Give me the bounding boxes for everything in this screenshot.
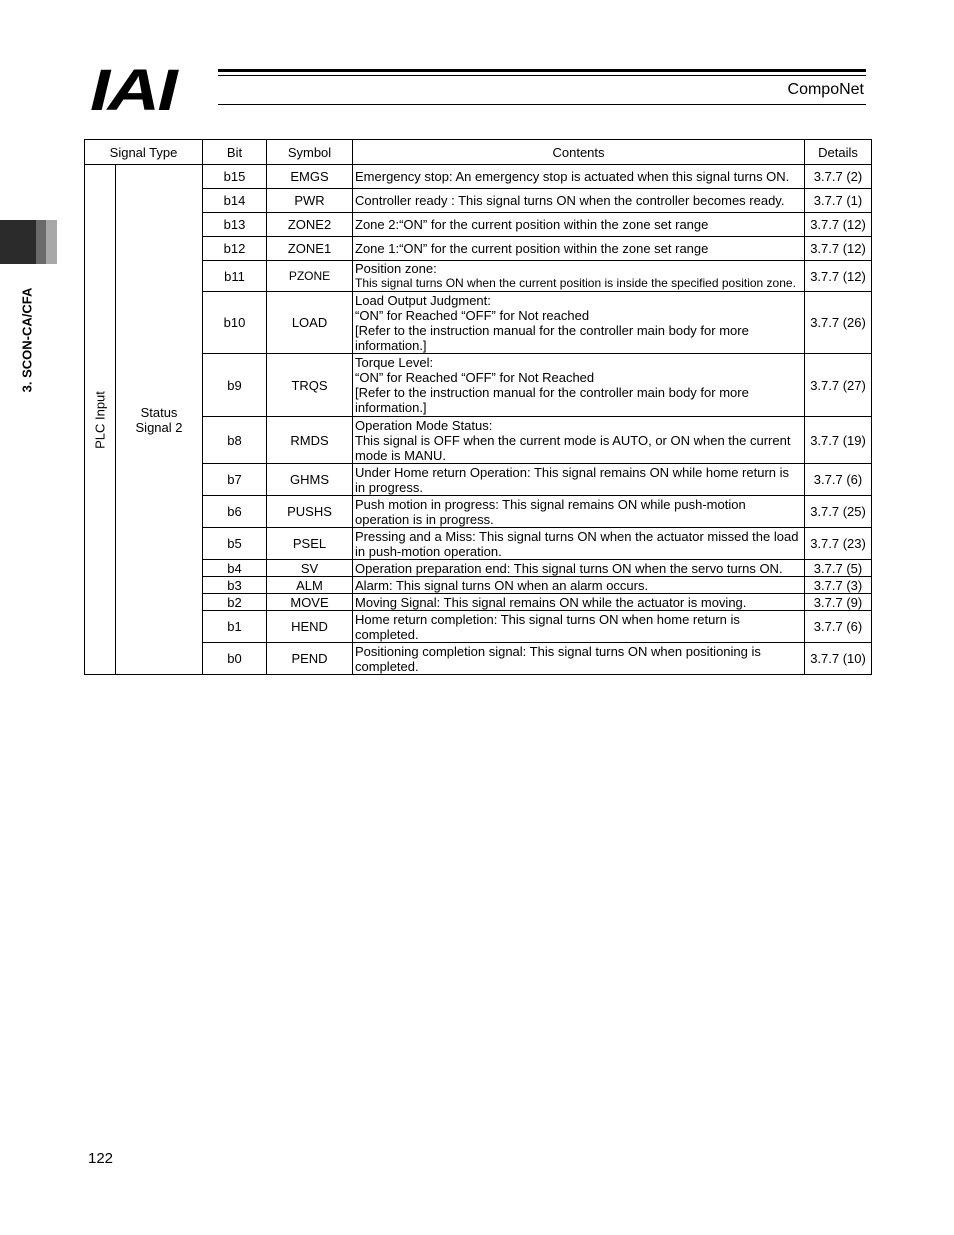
symbol-cell: HEND — [267, 611, 353, 643]
contents-line: Pressing and a Miss: This signal turns ON when the actuator missed the load in push-motion operation. — [355, 528, 799, 559]
symbol-cell: LOAD — [267, 292, 353, 354]
contents-cell — [353, 464, 805, 496]
contents-line: “ON” for Reached “OFF” for Not reached — [355, 307, 590, 323]
table-row — [85, 643, 872, 675]
details-cell: 3.7.7 (25) — [805, 496, 872, 528]
section-title: CompoNet — [787, 81, 864, 98]
bit-cell: b11 — [203, 261, 267, 292]
symbol-cell: PWR — [267, 189, 353, 213]
details-cell: 3.7.7 (19) — [805, 417, 872, 464]
signal-type-cell — [116, 165, 203, 675]
header-details: Details — [805, 140, 872, 165]
symbol-cell: RMDS — [267, 417, 353, 464]
table-row — [85, 417, 872, 464]
details-cell: 3.7.7 (9) — [805, 594, 872, 611]
symbol-cell: PZONE — [267, 261, 353, 292]
contents-cell — [353, 577, 805, 594]
details-cell: 3.7.7 (2) — [805, 165, 872, 189]
bit-cell: b8 — [203, 417, 267, 464]
symbol-cell: SV — [267, 560, 353, 577]
table-row — [85, 354, 872, 417]
details-cell: 3.7.7 (1) — [805, 189, 872, 213]
contents-line: Zone 1:“ON” for the current position within the zone set range — [355, 241, 709, 256]
chapter-tab-marker — [46, 220, 57, 264]
contents-cell — [353, 560, 805, 577]
page-number: 122 — [88, 1150, 114, 1167]
bit-cell: b3 — [203, 577, 267, 594]
contents-line: Push motion in progress: This signal remains ON while push-motion operation is in progress. — [355, 496, 746, 527]
contents-cell — [353, 292, 805, 354]
contents-cell — [353, 261, 805, 292]
chapter-tab-marker — [36, 220, 46, 264]
symbol-cell: PUSHS — [267, 496, 353, 528]
header-signal-type: Signal Type — [85, 140, 203, 165]
details-cell: 3.7.7 (12) — [805, 213, 872, 237]
details-cell: 3.7.7 (12) — [805, 261, 872, 292]
iai-logo: IAI — [90, 58, 176, 123]
contents-line: Moving Signal: This signal remains ON while the actuator is moving. — [355, 594, 747, 610]
contents-line: Under Home return Operation: This signal remains ON while home return is in progress. — [355, 464, 790, 495]
symbol-cell: MOVE — [267, 594, 353, 611]
table-row — [85, 528, 872, 560]
group-label-cell — [85, 165, 116, 675]
table-header-row — [85, 140, 872, 165]
bit-cell: b9 — [203, 354, 267, 417]
contents-line: [Refer to the instruction manual for the controller main body for more information.] — [355, 322, 749, 353]
contents-line: Zone 2:“ON” for the current position within the zone set range — [355, 217, 709, 232]
contents-line: [Refer to the instruction manual for the controller main body for more information.] — [355, 385, 749, 415]
details-cell: 3.7.7 (27) — [805, 354, 872, 417]
contents-line: Controller ready : This signal turns ON when the controller becomes ready. — [355, 193, 785, 208]
table-row — [85, 560, 872, 577]
symbol-cell: TRQS — [267, 354, 353, 417]
bit-cell: b5 — [203, 528, 267, 560]
symbol-cell: PEND — [267, 643, 353, 675]
contents-line: Load Output Judgment: — [355, 292, 491, 308]
table-row — [85, 261, 872, 292]
table-row — [85, 292, 872, 354]
details-cell: 3.7.7 (23) — [805, 528, 872, 560]
header-symbol: Symbol — [267, 140, 353, 165]
bit-cell: b10 — [203, 292, 267, 354]
group-label: PLC Input — [92, 390, 108, 449]
symbol-cell: ZONE1 — [267, 237, 353, 261]
contents-cell — [353, 213, 805, 237]
table-row — [85, 577, 872, 594]
details-cell: 3.7.7 (3) — [805, 577, 872, 594]
bit-cell: b12 — [203, 237, 267, 261]
bit-cell: b2 — [203, 594, 267, 611]
header-rule — [218, 69, 866, 72]
status-signal-table — [84, 139, 872, 675]
header-rule — [218, 104, 866, 105]
symbol-cell: PSEL — [267, 528, 353, 560]
contents-line: “ON” for Reached “OFF” for Not Reached — [355, 370, 595, 385]
details-cell: 3.7.7 (5) — [805, 560, 872, 577]
table-row — [85, 611, 872, 643]
table-row — [85, 165, 872, 189]
contents-line: Alarm: This signal turns ON when an alarm occurs. — [355, 577, 649, 593]
signal-type-line: Status — [140, 404, 178, 420]
contents-cell — [353, 496, 805, 528]
contents-cell — [353, 417, 805, 464]
contents-line: Positioning completion signal: This signal turns ON when positioning is completed. — [355, 643, 761, 674]
contents-line: Operation Mode Status: — [355, 417, 493, 433]
contents-cell — [353, 165, 805, 189]
header-bit: Bit — [203, 140, 267, 165]
contents-cell — [353, 354, 805, 417]
table-row — [85, 213, 872, 237]
bit-cell: b15 — [203, 165, 267, 189]
contents-cell — [353, 594, 805, 611]
contents-line: Home return completion: This signal turns ON when home return is completed. — [355, 611, 740, 642]
symbol-cell: ZONE2 — [267, 213, 353, 237]
bit-cell: b13 — [203, 213, 267, 237]
contents-cell — [353, 528, 805, 560]
bit-cell: b7 — [203, 464, 267, 496]
details-cell: 3.7.7 (10) — [805, 643, 872, 675]
header-contents: Contents — [353, 140, 805, 165]
bit-cell: b1 — [203, 611, 267, 643]
details-cell: 3.7.7 (6) — [805, 464, 872, 496]
contents-line: This signal is OFF when the current mode is AUTO, or ON when the current mode is MANU. — [355, 432, 791, 463]
contents-cell — [353, 611, 805, 643]
bit-cell: b6 — [203, 496, 267, 528]
bit-cell: b0 — [203, 643, 267, 675]
contents-line: Emergency stop: An emergency stop is actuated when this signal turns ON. — [355, 169, 790, 184]
contents-cell — [353, 189, 805, 213]
chapter-tab-label: 3. SCON-CA/CFA — [19, 287, 35, 393]
details-cell: 3.7.7 (6) — [805, 611, 872, 643]
bit-cell: b14 — [203, 189, 267, 213]
symbol-cell: GHMS — [267, 464, 353, 496]
table-row — [85, 237, 872, 261]
table-row — [85, 189, 872, 213]
contents-line: Torque Level: — [355, 355, 434, 370]
header-rule — [218, 75, 866, 76]
chapter-tab-marker — [0, 220, 36, 264]
contents-line: This signal turns ON when the current position is inside the specified position zone. — [355, 276, 796, 290]
details-cell: 3.7.7 (12) — [805, 237, 872, 261]
table-row — [85, 496, 872, 528]
signal-type-line: Signal 2 — [135, 419, 183, 435]
contents-line: Position zone: — [355, 261, 437, 276]
table-row — [85, 594, 872, 611]
contents-cell — [353, 643, 805, 675]
contents-cell — [353, 237, 805, 261]
bit-cell: b4 — [203, 560, 267, 577]
contents-line: Operation preparation end: This signal turns ON when the servo turns ON. — [355, 560, 783, 576]
symbol-cell: EMGS — [267, 165, 353, 189]
symbol-cell: ALM — [267, 577, 353, 594]
details-cell: 3.7.7 (26) — [805, 292, 872, 354]
table-row — [85, 464, 872, 496]
